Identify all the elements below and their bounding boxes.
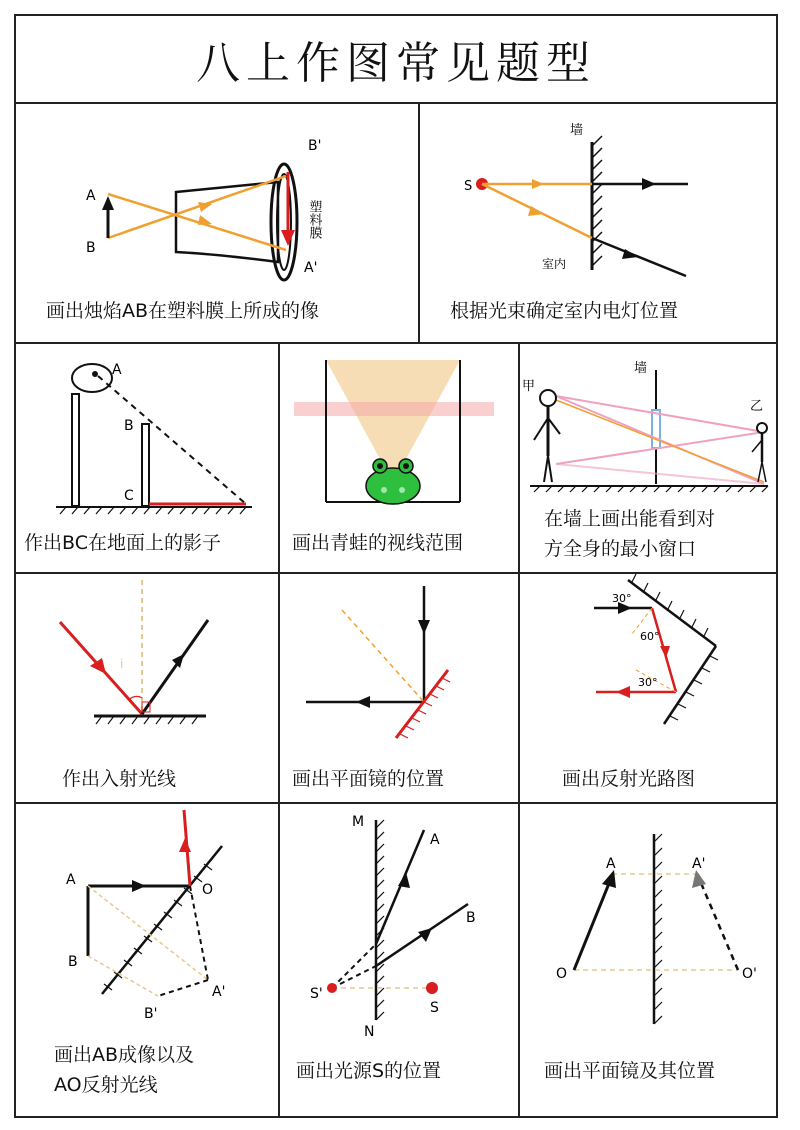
- caption-pinhole: 画出烛焰AB在塑料膜上所成的像: [46, 300, 320, 322]
- caption-window-line1: 在墙上画出能看到对: [544, 508, 716, 530]
- panel-shadow: [16, 344, 278, 572]
- panel-frog-view: [280, 344, 518, 572]
- label-yi: 乙: [750, 399, 764, 414]
- panel-reflection-path: [520, 574, 776, 802]
- label-wall: 墙: [634, 361, 648, 376]
- label-A: A: [66, 872, 76, 888]
- label-angle-3: 30°: [638, 676, 658, 689]
- label-S-prime: S': [310, 986, 323, 1002]
- label-A: A: [606, 856, 616, 872]
- caption-incident: 作出入射光线: [62, 768, 177, 790]
- label-N: N: [364, 1024, 375, 1040]
- panel-minimal-window: [520, 344, 776, 572]
- panel-lamp-location: [420, 104, 776, 342]
- panel-pinhole-image: [16, 104, 418, 342]
- label-O-prime: O': [742, 966, 757, 982]
- caption-window: [544, 504, 715, 564]
- caption-mirror-placement: 画出平面镜及其位置: [544, 1060, 716, 1082]
- label-room: 室内: [542, 257, 567, 271]
- panel-mirror-placement: [520, 804, 776, 1116]
- label-O: O: [556, 966, 568, 982]
- caption-frog: 画出青蛙的视线范围: [292, 532, 464, 554]
- caption-lamp: 根据光束确定室内电灯位置: [450, 300, 679, 322]
- label-B: B: [86, 240, 96, 256]
- label-S: S: [464, 179, 473, 194]
- caption-shadow: 作出BC在地面上的影子: [24, 532, 221, 554]
- label-angle: i: [120, 657, 124, 671]
- panel-incident-ray: [16, 574, 278, 802]
- label-S: S: [430, 1000, 439, 1016]
- label-A-prime: A': [212, 984, 226, 1000]
- label-B: B: [466, 910, 476, 926]
- label-A: A: [86, 188, 96, 204]
- label-B-prime: B': [308, 138, 322, 154]
- caption-ab-image-line2: AO反射光线: [54, 1074, 158, 1096]
- caption-light-source: 画出光源S的位置: [296, 1060, 442, 1082]
- caption-ab-image: [54, 1040, 194, 1100]
- panel-ab-image: [16, 804, 278, 1116]
- caption-mirror-position: 画出平面镜的位置: [292, 768, 445, 790]
- page-title: 八上作图常见题型: [196, 38, 596, 89]
- caption-ab-image-line1: 画出AB成像以及: [54, 1044, 195, 1066]
- panel-light-source: [280, 804, 518, 1116]
- panel-mirror-position: [280, 574, 518, 802]
- label-B: B: [124, 418, 134, 434]
- label-wall: 墙: [570, 123, 584, 138]
- label-A: A: [430, 832, 440, 848]
- label-A-prime: A': [692, 856, 706, 872]
- label-M: M: [352, 814, 365, 830]
- caption-window-line2: 方全身的最小窗口: [544, 538, 697, 560]
- caption-reflection-path: 画出反射光路图: [562, 768, 696, 790]
- label-B: B: [68, 954, 78, 970]
- label-jia: 甲: [522, 379, 536, 394]
- label-C: C: [124, 488, 134, 504]
- label-angle-2: 60°: [640, 630, 660, 643]
- label-A: A: [112, 362, 122, 378]
- label-A-prime: A': [304, 260, 318, 276]
- label-angle-1: 30°: [612, 592, 632, 605]
- label-film: 塑料膜: [306, 200, 322, 239]
- label-O: O: [202, 882, 214, 898]
- label-B-prime: B': [144, 1006, 158, 1022]
